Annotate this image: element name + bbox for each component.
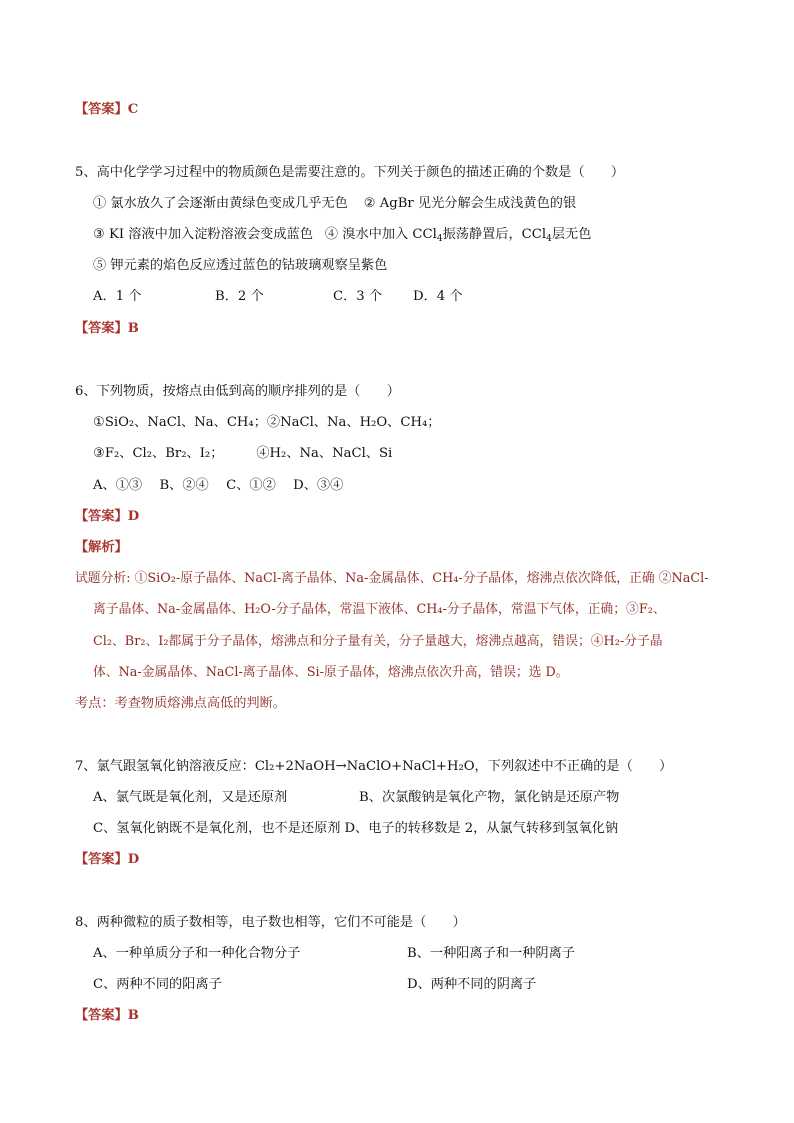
answer-5: [75, 320, 139, 338]
statement-3: ③ KI 溶液中加入淀粉溶液会变成蓝色: [93, 227, 313, 242]
answer-label: 【答案】: [75, 1008, 128, 1023]
option-b: B、一种阳离子和一种阴离子: [407, 946, 575, 961]
option-d: D、电子的转移数是 2，从氯气转移到氢氧化钠: [344, 821, 619, 836]
answer-label: 【答案】: [75, 102, 128, 117]
question-5-row-2: [93, 226, 591, 248]
answer-value: B: [127, 1008, 139, 1023]
answer-6: [75, 508, 139, 526]
statement-1: ① 氯水放久了会逐渐由黄绿色变成几乎无色: [93, 196, 348, 211]
option-d: D、两种不同的阴离子: [407, 977, 537, 992]
question-8-row-1: [93, 945, 575, 963]
answer-8: [75, 1007, 139, 1025]
option-c: C、两种不同的阳离子: [93, 977, 222, 992]
answer-label: 【答案】: [75, 852, 128, 867]
question-5-stem: 5、高中化学学习过程中的物质颜色是需要注意的。下列关于颜色的描述正确的个数是（ ）: [75, 165, 625, 180]
option-a: A、一种单质分子和一种化合物分子: [93, 946, 301, 961]
question-5-row-1: [93, 195, 576, 213]
question-6-options: A、①③ B、②④ C、①② D、③④: [93, 478, 344, 493]
answer-label: 【答案】: [75, 509, 128, 524]
question-7-stem: 7、氯气跟氢氧化钠溶液反应：Cl₂+2NaOH→NaClO+NaCl+H₂O，下列叙述中不正确的是（ ）: [75, 759, 673, 774]
answer-value: C: [127, 102, 139, 117]
statement-2: ② AgBr 见光分解会生成浅黄色的银: [363, 196, 577, 211]
question-6-line-1: ①SiO₂、NaCl、Na、CH₄；②NaCl、Na、H₂O、CH₄；: [93, 415, 441, 430]
answer-4: [75, 101, 138, 119]
answer-7: [75, 851, 139, 869]
analysis-line-2: 离子晶体、Na-金属晶体、H₂O-分子晶体，常温下液体、CH₄-分子晶体，常温下气体，正确；③F₂、: [93, 602, 666, 617]
option-a: A、氯气既是氧化剂，又是还原剂: [93, 790, 288, 805]
option-b: B．2 个: [215, 289, 264, 304]
statement-5: ⑤ 钾元素的焰色反应透过蓝色的钴玻璃观察呈紫色: [93, 258, 388, 273]
option-c: C．3 个: [333, 289, 383, 304]
analysis-line-1: 试题分析: ①SiO₂-原子晶体、NaCl-离子晶体、Na-金属晶体、CH₄-分子晶体，熔沸点依次降低，正确 ②NaCl-: [75, 571, 709, 586]
question-7-row-1: [93, 789, 619, 807]
option-c: C、氢氧化钠既不是氧化剂，也不是还原剂: [93, 821, 341, 836]
question-5-options: [93, 288, 463, 306]
question-6-stem: 6、下列物质，按熔点由低到高的顺序排列的是（ ）: [75, 384, 400, 399]
question-8-stem: 8、两种微粒的质子数相等，电子数也相等，它们不可能是（ ）: [75, 915, 466, 930]
question-6-line-2: ③F₂、Cl₂、Br₂、I₂； ④H₂、Na、NaCl、Si: [93, 446, 393, 461]
statement-4: ④ 溴水中加入 CCl$_4$振荡静置后，CCl$_4$层无色: [324, 227, 592, 244]
analysis-line-4: 体、Na-金属晶体、NaCl-离子晶体、Si-原子晶体，熔沸点依次升高，错误；选 D。: [93, 665, 569, 680]
kaodian: 考点：考查物质熔沸点高低的判断。: [75, 696, 286, 711]
answer-value: D: [127, 509, 140, 524]
option-d: D．4 个: [413, 289, 463, 304]
question-7-row-2: [93, 820, 618, 838]
option-a: A．1 个: [93, 289, 142, 304]
answer-label: 【答案】: [75, 321, 128, 336]
question-8-row-2: [93, 976, 536, 994]
analysis-label: 【解析】: [75, 540, 128, 555]
analysis-line-3: Cl₂、Br₂、I₂都属于分子晶体，熔沸点和分子量有关，分子量越大，熔沸点越高，错误；④H₂-分子晶: [93, 634, 663, 649]
answer-value: B: [127, 321, 139, 336]
option-b: B、次氯酸钠是氧化产物，氯化钠是还原产物: [359, 790, 620, 805]
answer-value: D: [127, 852, 140, 867]
